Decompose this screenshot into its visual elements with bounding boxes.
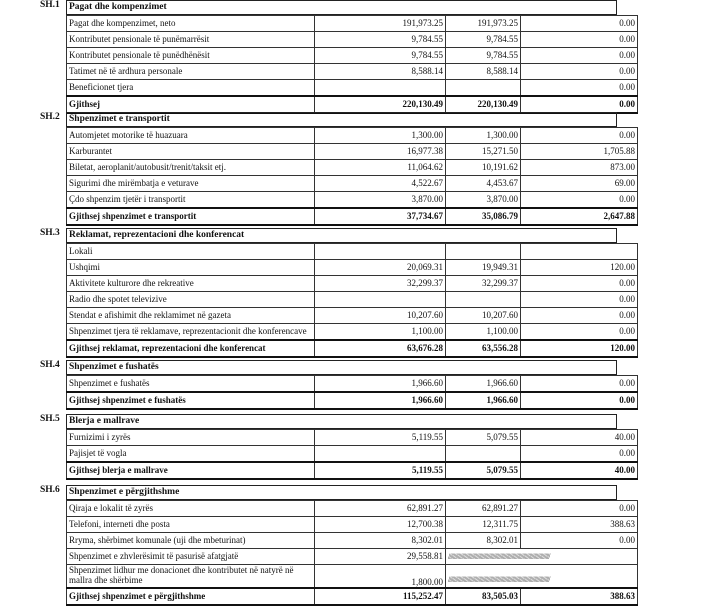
table-row	[67, 160, 638, 176]
row-label: Shpenzimet e fushatës	[67, 376, 315, 393]
table-row	[67, 64, 638, 80]
section-title: Reklamat, reprezentacioni dhe konferencat	[66, 228, 617, 243]
total-value-1: 63,676.28	[315, 340, 446, 357]
section-title: Shpenzimet e transportit	[66, 112, 617, 127]
row-label: Furnizimi i zyrës	[67, 430, 315, 446]
section-title: Shpenzimet e përgjithshme	[66, 485, 617, 500]
table-row	[67, 144, 638, 160]
value-1	[315, 292, 446, 308]
value-2	[446, 80, 521, 97]
table-row	[67, 32, 638, 48]
section-table	[66, 15, 638, 114]
value-2: 15,271.50	[446, 144, 521, 160]
value-2: 1,100.00	[446, 324, 521, 341]
value-1	[315, 244, 446, 260]
value-1: 8,302.01	[315, 533, 446, 549]
total-value-2: 35,086.79	[446, 208, 521, 225]
section-title: Pagat dhe kompenzimet	[66, 0, 617, 15]
value-2: 12,311.75	[446, 517, 521, 533]
row-label: Lokali	[67, 244, 315, 260]
value-1: 9,784.55	[315, 32, 446, 48]
total-value-2: 83,505.03	[446, 588, 521, 605]
total-row	[67, 392, 638, 409]
section-fushata	[66, 360, 635, 410]
total-label: Gjithsej blerja e mallrave	[67, 462, 315, 479]
value-2: 4,453.67	[446, 176, 521, 192]
value-3: 69.00	[521, 176, 638, 192]
value-2: 8,302.01	[446, 533, 521, 549]
table-row	[67, 80, 638, 97]
value-2	[446, 244, 521, 260]
value-3: 0.00	[521, 64, 638, 80]
section-pergjithshme	[66, 485, 635, 606]
row-label: Aktivitete kulturore dhe rekreative	[67, 276, 315, 292]
row-label: Kontributet pensionale të punëmarrësit	[67, 32, 315, 48]
section-table	[66, 127, 638, 226]
total-row	[67, 588, 638, 605]
total-value-2: 5,079.55	[446, 462, 521, 479]
value-1: 1,800.00	[315, 565, 446, 589]
value-1: 29,558.81	[315, 549, 446, 565]
row-label: Biletat, aeroplanit/autobusit/trenit/taksit etj.	[67, 160, 315, 176]
value-1: 10,207.60	[315, 308, 446, 324]
value-1: 20,069.31	[315, 260, 446, 276]
value-1: 5,119.55	[315, 430, 446, 446]
table-row	[67, 128, 638, 144]
total-value-1: 37,734.67	[315, 208, 446, 225]
table-row	[67, 501, 638, 517]
value-3: 0.00	[521, 308, 638, 324]
total-label: Gjithsej shpenzimet e fushatës	[67, 392, 315, 409]
total-value-3: 2,647.88	[521, 208, 638, 225]
total-label: Gjithsej shpenzimet e përgjithshme	[67, 588, 315, 605]
table-row	[67, 308, 638, 324]
row-label: Rryma, shërbimet komunale (uji dhe mbeturinat)	[67, 533, 315, 549]
value-1: 32,299.37	[315, 276, 446, 292]
total-value-1: 115,252.47	[315, 588, 446, 605]
table-row	[67, 292, 638, 308]
total-row	[67, 462, 638, 479]
value-3: 0.00	[521, 376, 638, 393]
row-label: Qiraja e lokalit të zyrës	[67, 501, 315, 517]
row-label: Beneficionet tjera	[67, 80, 315, 97]
value-2: 3,870.00	[446, 192, 521, 209]
value-3: 0.00	[521, 16, 638, 32]
value-2: 10,191.62	[446, 160, 521, 176]
row-label: Radio dhe spotet televizive	[67, 292, 315, 308]
total-label: Gjithsej	[67, 96, 315, 113]
section-code-sh6: SH.6	[40, 485, 60, 495]
total-value-3: 388.63	[521, 588, 638, 605]
row-label: Tatimet në të ardhura personale	[67, 64, 315, 80]
section-table	[66, 375, 638, 410]
total-row	[67, 96, 638, 113]
value-2	[446, 446, 521, 463]
table-row	[67, 324, 638, 341]
value-1: 191,973.25	[315, 16, 446, 32]
total-value-2: 220,130.49	[446, 96, 521, 113]
value-3: 0.00	[521, 276, 638, 292]
section-table	[66, 429, 638, 480]
hatch-fill: ///////////////////////////////////////////////////////////////////////////////////	[446, 549, 638, 565]
total-label: Gjithsej reklamat, reprezentacioni dhe konferencat	[67, 340, 315, 357]
value-2	[446, 292, 521, 308]
total-value-3: 40.00	[521, 462, 638, 479]
value-3: 120.00	[521, 260, 638, 276]
table-row	[67, 48, 638, 64]
row-label: Shpenzimet lidhur me donacionet dhe kontributet në natyrë në mallra dhe shërbime	[67, 565, 315, 589]
section-reklamat	[66, 228, 635, 358]
total-row	[67, 208, 638, 225]
row-label: Kontributet pensionale të punëdhënësit	[67, 48, 315, 64]
value-3: 0.00	[521, 324, 638, 341]
section-mallrat	[66, 414, 635, 480]
row-label: Çdo shpenzim tjetër i transportit	[67, 192, 315, 209]
value-2: 191,973.25	[446, 16, 521, 32]
section-title: Shpenzimet e fushatës	[66, 360, 617, 375]
hatched-row	[67, 565, 638, 589]
row-label: Pajisjet të vogla	[67, 446, 315, 463]
value-3: 388.63	[521, 517, 638, 533]
value-1: 1,300.00	[315, 128, 446, 144]
value-3: 0.00	[521, 80, 638, 97]
section-table	[66, 500, 638, 606]
value-1: 1,100.00	[315, 324, 446, 341]
value-1: 16,977.38	[315, 144, 446, 160]
table-row	[67, 192, 638, 209]
total-value-3: 0.00	[521, 96, 638, 113]
value-1: 12,700.38	[315, 517, 446, 533]
value-1: 11,064.62	[315, 160, 446, 176]
table-row	[67, 16, 638, 32]
table-row	[67, 244, 638, 260]
section-code-sh4: SH.4	[40, 360, 60, 370]
hatch-fill: ///////////////////////////////////////////////////////////////////////////////////	[446, 565, 638, 589]
table-row	[67, 176, 638, 192]
row-label: Automjetet motorike të huazuara	[67, 128, 315, 144]
row-label: Shpenzimet tjera të reklamave, reprezentacionit dhe konferencave	[67, 324, 315, 341]
table-row	[67, 260, 638, 276]
value-2: 9,784.55	[446, 32, 521, 48]
table-row	[67, 517, 638, 533]
value-2: 19,949.31	[446, 260, 521, 276]
row-label: Ushqimi	[67, 260, 315, 276]
value-1: 8,588.14	[315, 64, 446, 80]
table-row	[67, 446, 638, 463]
value-3: 0.00	[521, 292, 638, 308]
total-value-3: 0.00	[521, 392, 638, 409]
row-label: Sigurimi dhe mirëmbatja e veturave	[67, 176, 315, 192]
value-3: 0.00	[521, 446, 638, 463]
total-value-2: 63,556.28	[446, 340, 521, 357]
section-code-sh2: SH.2	[40, 112, 60, 122]
value-3: 0.00	[521, 48, 638, 64]
value-1	[315, 446, 446, 463]
table-row	[67, 376, 638, 393]
total-value-3: 120.00	[521, 340, 638, 357]
value-3: 0.00	[521, 533, 638, 549]
section-table	[66, 243, 638, 358]
value-3: 40.00	[521, 430, 638, 446]
table-row	[67, 276, 638, 292]
section-transporti	[66, 112, 635, 226]
hatched-row	[67, 549, 638, 565]
value-2: 32,299.37	[446, 276, 521, 292]
total-value-1: 220,130.49	[315, 96, 446, 113]
section-title: Blerja e mallrave	[66, 414, 617, 429]
section-code-sh3: SH.3	[40, 228, 60, 238]
table-row	[67, 533, 638, 549]
value-2: 62,891.27	[446, 501, 521, 517]
row-label: Telefoni, interneti dhe posta	[67, 517, 315, 533]
value-3: 0.00	[521, 192, 638, 209]
value-3: 0.00	[521, 32, 638, 48]
value-3: 873.00	[521, 160, 638, 176]
total-value-1: 5,119.55	[315, 462, 446, 479]
total-value-2: 1,966.60	[446, 392, 521, 409]
row-label: Pagat dhe kompenzimet, neto	[67, 16, 315, 32]
value-2: 10,207.60	[446, 308, 521, 324]
value-1: 9,784.55	[315, 48, 446, 64]
total-row	[67, 340, 638, 357]
value-3: 0.00	[521, 501, 638, 517]
row-label: Stendat e afishimit dhe reklamimet në gazeta	[67, 308, 315, 324]
value-3: 0.00	[521, 128, 638, 144]
section-code-sh5: SH.5	[40, 414, 60, 424]
section-code-sh1: SH.1	[40, 0, 60, 10]
value-2: 1,300.00	[446, 128, 521, 144]
value-2: 8,588.14	[446, 64, 521, 80]
value-1: 62,891.27	[315, 501, 446, 517]
value-2: 1,966.60	[446, 376, 521, 393]
value-1: 4,522.67	[315, 176, 446, 192]
row-label: Karburantet	[67, 144, 315, 160]
section-pagat	[66, 0, 635, 114]
value-1: 3,870.00	[315, 192, 446, 209]
value-2: 9,784.55	[446, 48, 521, 64]
total-label: Gjithsej shpenzimet e transportit	[67, 208, 315, 225]
value-1	[315, 80, 446, 97]
table-row	[67, 430, 638, 446]
total-value-1: 1,966.60	[315, 392, 446, 409]
value-1: 1,966.60	[315, 376, 446, 393]
value-3: 1,705.88	[521, 144, 638, 160]
value-3	[521, 244, 638, 260]
value-2: 5,079.55	[446, 430, 521, 446]
row-label: Shpenzimet e zhvlerësimit të pasurisë afatgjatë	[67, 549, 315, 565]
